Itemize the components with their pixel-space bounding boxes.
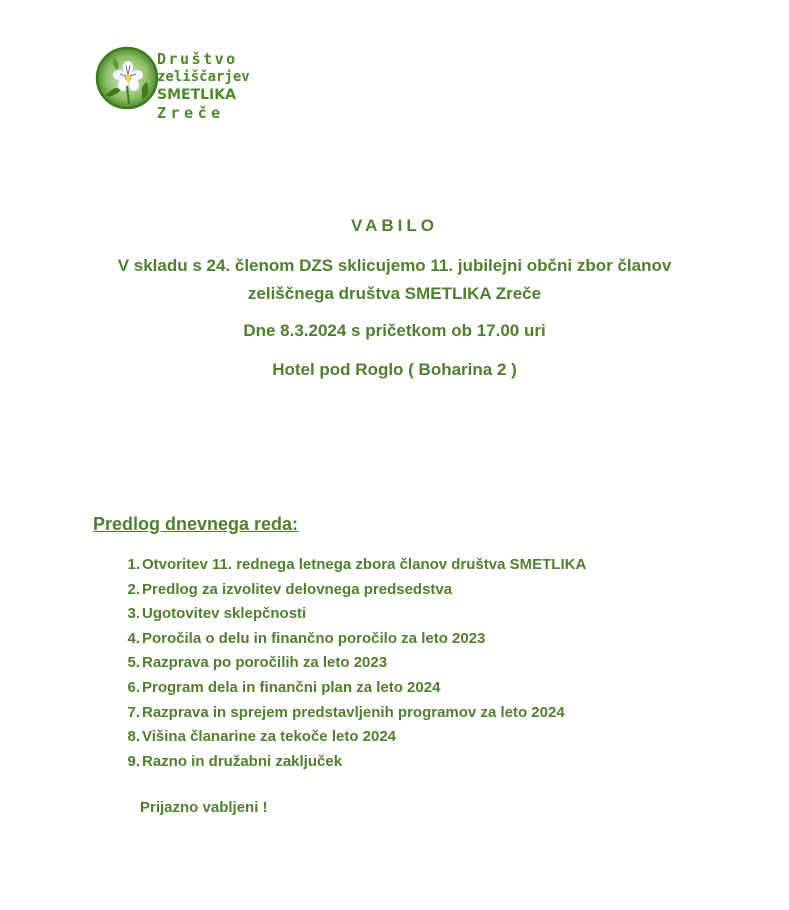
agenda-list [110,553,586,774]
agenda-item-text: Otvoritev 11. rednega letnega zbora članov društva SMETLIKA [142,556,587,573]
agenda-item [110,627,586,652]
agenda-heading: Predlog dnevnega reda: [93,514,299,534]
society-logo [95,44,265,130]
agenda-item-text: Razno in družabni zaključek [142,752,343,770]
agenda-item-text: Razprava po poročilih za leto 2023 [142,654,388,672]
logo-line-2: zeliščarjev [157,69,250,85]
agenda-item [110,676,586,701]
agenda-item-text: Ugotovitev sklepčnosti [142,605,307,623]
agenda-item-number: 2. [127,580,140,598]
agenda-item-number: 7. [127,703,140,721]
agenda-item-number: 1. [127,556,140,573]
meeting-place: Hotel pod Roglo ( Boharina 2 ) [272,360,517,379]
invitation-intro-line-1: V skladu s 24. členom DZS sklicujemo 11. jubilejni občni zbor članov [117,256,672,275]
agenda-item [110,651,586,676]
agenda-item-number: 3. [127,605,140,623]
agenda-item [110,553,586,578]
agenda-item-text: Razprava in sprejem predstavljenih programov za leto 2024 [142,703,565,721]
agenda-item-number: 4. [127,629,140,647]
closing-greeting: Prijazno vabljeni ! [140,799,268,816]
agenda-item [110,701,586,726]
agenda-item-number: 9. [127,752,140,770]
meeting-date: Dne 8.3.2024 s pričetkom ob 17.00 uri [243,321,546,340]
invitation-intro-line-2: zeliščnega društva SMETLIKA Zreče [247,284,542,303]
logo-line-3: SMETLIKA [157,87,236,103]
agenda-item [110,578,586,603]
agenda-item-text: Program dela in finančni plan za leto 2024 [142,678,441,696]
agenda-item [110,602,586,627]
agenda-item-text: Predlog za izvolitev delovnega predsedstva [142,580,453,598]
agenda-item-number: 8. [127,728,140,746]
agenda-item-number: 6. [127,678,140,696]
agenda-item-text: Poročila o delu in finančno poročilo za leto 2023 [142,629,486,647]
invitation-title: VABILO [351,216,438,235]
agenda-item [110,750,586,775]
logo-wordmark [157,50,250,122]
agenda-item-text: Višina članarine za tekoče leto 2024 [142,728,397,746]
eyebright-flower-emblem [95,46,159,110]
agenda-item [110,725,586,750]
agenda-item-number: 5. [127,654,140,672]
logo-line-4: Zreče [157,104,225,122]
logo-line-1: Društvo [157,50,238,68]
